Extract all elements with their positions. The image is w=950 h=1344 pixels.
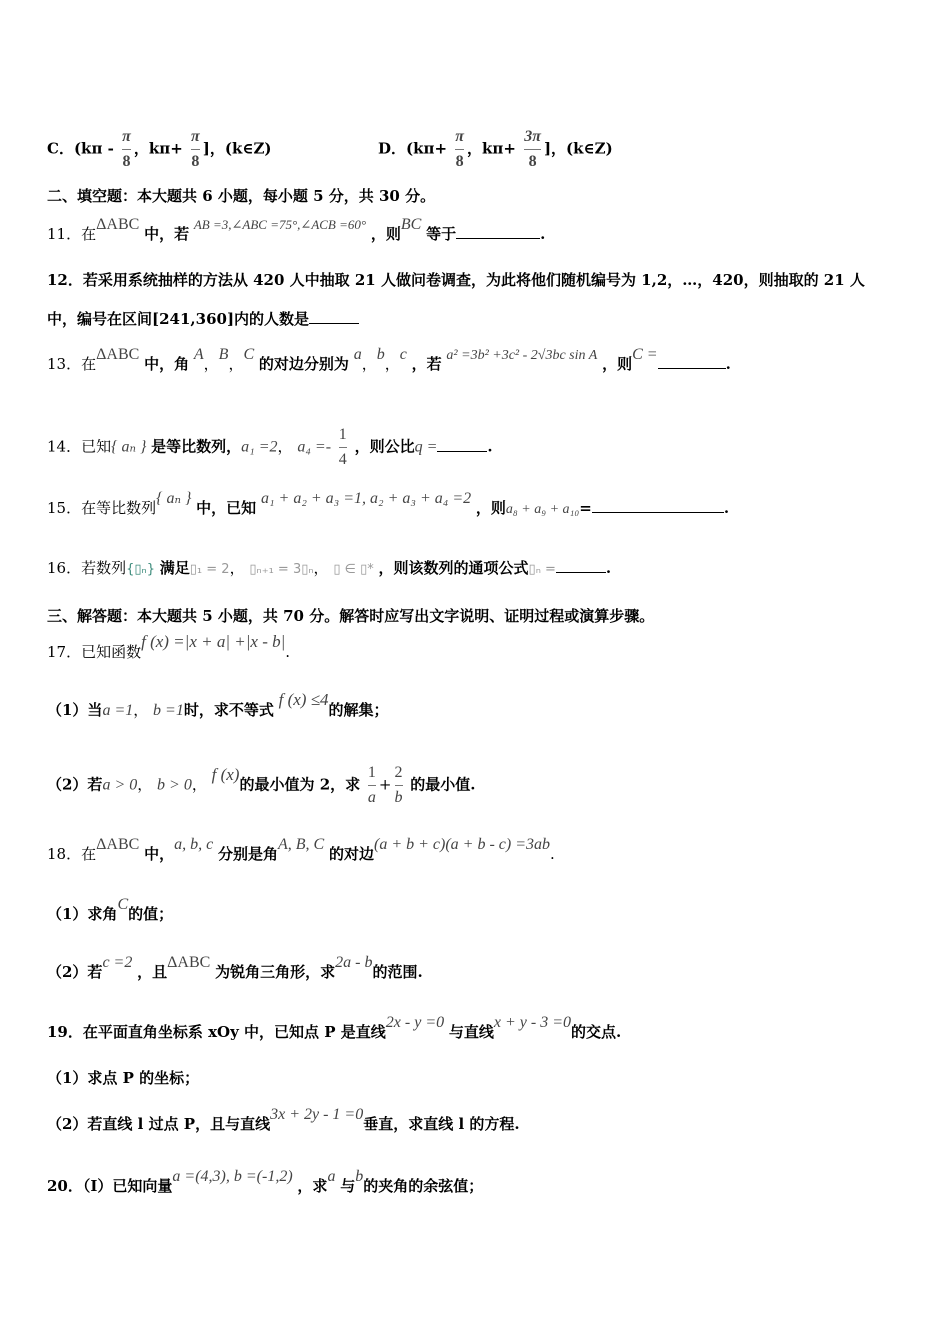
- section-heading-fill-in: 二、填空题：本大题共 6 小题，每小题 5 分，共 30 分。: [47, 187, 436, 205]
- option-c-frac-2: $\frac{\pi}{8}$: [191, 128, 200, 170]
- question-12-line-2: 中，编号在区间[241,360]内的人数是: [47, 307, 359, 329]
- question-18-part-1: （1）求角C的值；: [47, 896, 174, 923]
- question-12-line-1: 12．若采用系统抽样的方法从 420 人中抽取 21 人做问卷调查，为此将他们随机编号为 1,2，…，420，则抽取的 21 人: [47, 271, 865, 289]
- section-heading-solutions: 三、解答题：本大题共 5 小题，共 70 分。解答时应写出文字说明、证明过程或演算步骤。: [47, 607, 655, 625]
- question-18-part-2: （2）若c =2 ，且ΔABC 为锐角三角形，求2a - b的范围.: [47, 954, 423, 981]
- q17-fraction-1: $\frac{1}{a}$: [367, 764, 376, 806]
- question-13: 13．在ΔABC 中，角 A，B，C 的对边分别为 a，b，c ，若 a² =3b² +3c² - 2√3bc sin A ，则C =.: [47, 346, 731, 373]
- question-14: 14．已知{ aₙ } 是等比数列，a₁ =2， a₄ =- $\frac{1}{4}$ ，则公比q = .: [47, 424, 493, 471]
- option-c: C．(kπ - $\frac{\pi}{8}$ ，kπ+ $\frac{\pi}{8}$ ]，(k∈Z): [47, 126, 272, 173]
- question-17-part-1: （1）当a =1， b =1时，求不等式 f (x) ≤4的解集；: [47, 690, 389, 719]
- question-19-part-1: （1）求点 P 的坐标；: [47, 1069, 200, 1087]
- answer-blank[interactable]: [556, 556, 606, 573]
- option-d-frac-1: $\frac{\pi}{8}$: [455, 128, 465, 170]
- question-17: 17．已知函数f (x) =|x + a| +|x - b|.: [47, 632, 291, 661]
- question-19: 19．在平面直角坐标系 xOy 中，已知点 P 是直线2x - y =0 与直线x + y - 3 =0的交点.: [47, 1014, 622, 1041]
- q17-fraction-2: $\frac{2}{b}$: [394, 764, 403, 806]
- question-19-part-2: （2）若直线 l 过点 P，且与直线3x + 2y - 1 =0垂直，求直线 l 的方程.: [47, 1106, 520, 1133]
- answer-blank[interactable]: [658, 352, 726, 369]
- option-d: D．(kπ+ $\frac{\pi}{8}$ ，kπ+ $\frac{3\pi}{8}$ ]，(k∈Z): [378, 126, 613, 173]
- answer-blank[interactable]: [456, 222, 540, 239]
- question-15: 15．在等比数列{ aₙ } 中，已知 a₁ + a₂ + a₃ =1, a₂ + a₃ + a₄ =2 ，则a₈ + a₉ + a₁₀= .: [47, 490, 730, 517]
- question-18: 18．在ΔABC 中，a, b, c 分别是角A, B, C 的对边(a + b + c)(a + b - c) =3ab.: [47, 836, 555, 863]
- question-11: 11．在ΔABC 中，若 AB =3,∠ABC =75°,∠ACB =60° ，则BC 等于 .: [47, 216, 546, 243]
- question-20: 20．（Ⅰ）已知向量a =(4,3), b =(-1,2) ，求a 与b的夹角的余弦值；: [47, 1168, 484, 1195]
- question-16: 16．若数列{▯ₙ} 满足▯₁ = 2， ▯ₙ₊₁ = 3▯ₙ， ▯ ∈ ▯* ，则该数列的通项公式▯ₙ = .: [47, 556, 611, 580]
- option-c-frac-1: $\frac{\pi}{8}$: [122, 128, 131, 170]
- question-17-part-2: （2）若a > 0， b > 0， f (x)的最小值为 2，求 $\frac{1}{a}$ + $\frac{2}{b}$ 的最小值.: [47, 762, 476, 809]
- answer-blank[interactable]: [437, 435, 487, 452]
- q14-fraction: $\frac{1}{4}$: [338, 426, 347, 468]
- answer-blank[interactable]: [592, 496, 724, 513]
- answer-blank[interactable]: [309, 307, 359, 324]
- option-d-frac-2: $\frac{3\pi}{8}$: [524, 128, 541, 170]
